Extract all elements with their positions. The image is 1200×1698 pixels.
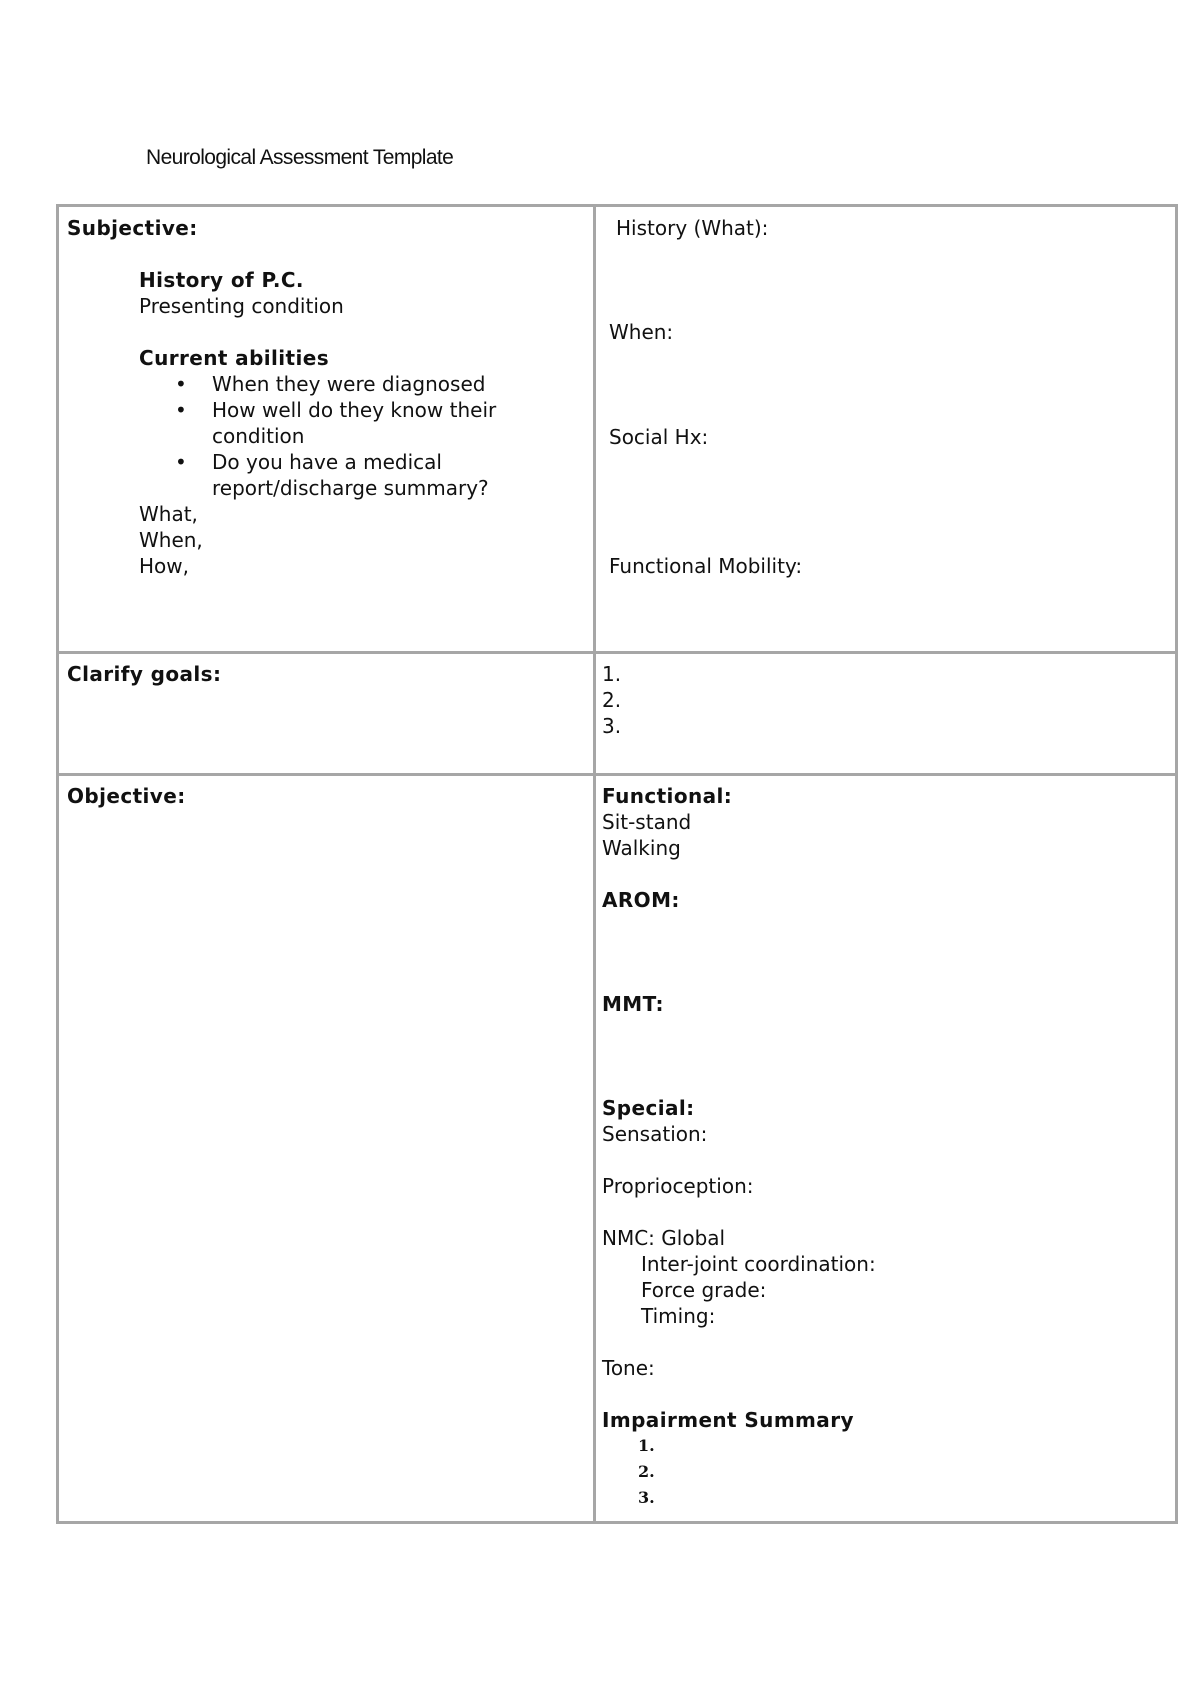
walking-text: Walking bbox=[602, 836, 681, 860]
clarify-goals-heading: Clarify goals: bbox=[67, 662, 222, 686]
impairment-summary-heading: Impairment Summary bbox=[602, 1408, 854, 1432]
tone-label: Tone: bbox=[602, 1356, 655, 1380]
column-divider bbox=[593, 207, 596, 1521]
impairment-item: 2. bbox=[638, 1462, 655, 1481]
document-title: Neurological Assessment Template bbox=[146, 146, 454, 169]
proprioception-label: Proprioception: bbox=[602, 1174, 754, 1198]
bullet-icon: • bbox=[175, 450, 187, 474]
bullet-icon: • bbox=[175, 372, 187, 396]
impairment-item: 3. bbox=[638, 1488, 655, 1507]
history-of-pc-heading: History of P.C. bbox=[139, 268, 304, 292]
bullet-text: Do you have a medical report/discharge summary? bbox=[212, 450, 489, 500]
functional-heading: Functional: bbox=[602, 784, 733, 808]
goal-item: 2. bbox=[602, 688, 622, 712]
special-heading: Special: bbox=[602, 1096, 695, 1120]
objective-details bbox=[602, 783, 1172, 1511]
goal-item: 1. bbox=[602, 662, 622, 686]
how-text: How, bbox=[139, 554, 189, 578]
inter-joint-label: Inter-joint coordination: bbox=[641, 1252, 876, 1276]
objective-heading: Objective: bbox=[67, 784, 186, 808]
timing-label: Timing: bbox=[641, 1304, 716, 1328]
subjective-body bbox=[139, 267, 587, 579]
force-grade-label: Force grade: bbox=[641, 1278, 767, 1302]
goal-item: 3. bbox=[602, 714, 622, 738]
subjective-heading: Subjective: bbox=[67, 216, 198, 240]
when-label: When: bbox=[609, 320, 674, 344]
row-divider-2 bbox=[59, 773, 1175, 776]
history-what-label: History (What): bbox=[616, 216, 769, 240]
assessment-table bbox=[56, 204, 1178, 1524]
impairment-item: 1. bbox=[638, 1436, 655, 1455]
what-text: What, bbox=[139, 502, 198, 526]
current-abilities-heading: Current abilities bbox=[139, 346, 330, 370]
goals-list bbox=[602, 661, 621, 739]
mmt-heading: MMT: bbox=[602, 992, 664, 1016]
subjective-cell bbox=[67, 215, 587, 579]
bullet-text: How well do they know their condition bbox=[212, 398, 497, 448]
list-item bbox=[139, 371, 522, 397]
sensation-label: Sensation: bbox=[602, 1122, 708, 1146]
row-divider-1 bbox=[59, 651, 1175, 654]
sit-stand-text: Sit-stand bbox=[602, 810, 692, 834]
list-item bbox=[139, 397, 522, 449]
impairment-list bbox=[602, 1433, 1172, 1511]
social-hx-label: Social Hx: bbox=[609, 425, 709, 449]
bullet-text: When they were diagnosed bbox=[212, 372, 486, 396]
list-item bbox=[139, 449, 522, 501]
bullet-icon: • bbox=[175, 398, 187, 422]
arom-heading: AROM: bbox=[602, 888, 680, 912]
presenting-condition-text: Presenting condition bbox=[139, 294, 344, 318]
functional-mobility-label: Functional Mobility: bbox=[609, 554, 803, 578]
when-text: When, bbox=[139, 528, 203, 552]
current-abilities-list bbox=[139, 371, 587, 501]
nmc-global-label: NMC: Global bbox=[602, 1226, 726, 1250]
